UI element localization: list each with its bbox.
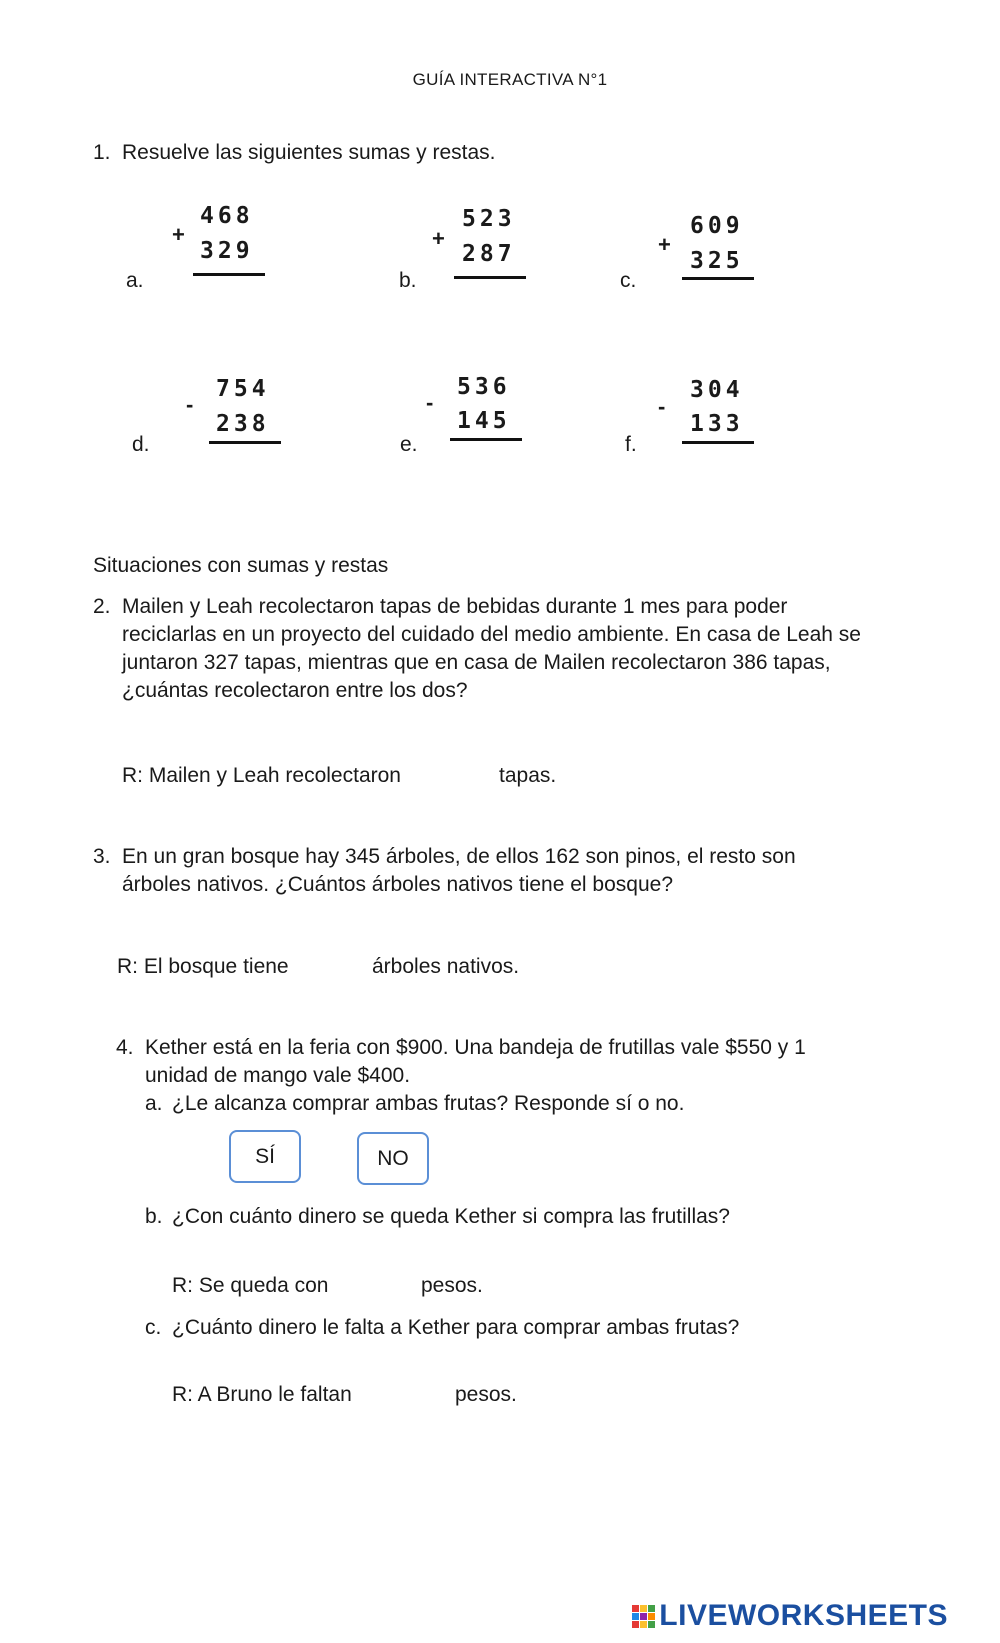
section-heading: Situaciones con sumas y restas [93, 554, 389, 577]
q2-line-3: juntaron 327 tapas, mientras que en casa de Mailen recolectaron 386 tapas, [122, 651, 831, 674]
problem-f-label: f. [625, 433, 637, 456]
problem-c-label: c. [620, 269, 637, 292]
q3-answer-field[interactable] [292, 951, 368, 981]
q2-line-4: ¿cuántas recolectaron entre los dos? [122, 679, 468, 702]
problem-e-sign: - [426, 390, 434, 415]
problem-d-line [209, 441, 281, 444]
q4c-answer-field[interactable] [364, 1379, 450, 1409]
liveworksheets-logo-text: LIVEWORKSHEETS [659, 1599, 948, 1632]
q3-answer-prefix: R: El bosque tiene [117, 955, 289, 978]
q3-answer-suffix: árboles nativos. [372, 955, 520, 978]
problem-b-answer-field[interactable] [454, 285, 526, 311]
liveworksheets-logo-icon [632, 1605, 655, 1628]
q4b-answer-prefix: R: Se queda con [172, 1274, 329, 1297]
problem-f-line [682, 441, 754, 444]
problem-c-top: 609 [690, 213, 744, 239]
q4b-answer-field[interactable] [330, 1270, 416, 1300]
problem-d-sign: - [186, 392, 194, 417]
problem-e-bottom: 145 [457, 408, 511, 434]
problem-e-label: e. [400, 433, 418, 456]
worksheet-title: GUÍA INTERACTIVA N°1 [412, 70, 608, 89]
problem-f-answer-field[interactable] [682, 450, 754, 476]
q4a-text: ¿Le alcanza comprar ambas frutas? Responde sí o no. [172, 1092, 685, 1115]
problem-c-answer-field[interactable] [682, 286, 754, 312]
problem-a-sign: + [172, 222, 185, 247]
problem-b-top: 523 [462, 206, 516, 232]
q4-line-2: unidad de mango vale $400. [145, 1064, 411, 1087]
q4c-answer-suffix: pesos. [455, 1383, 517, 1406]
problem-a-top: 468 [200, 203, 254, 229]
problem-f-bottom: 133 [690, 411, 744, 437]
option-no-label: NO [377, 1146, 409, 1170]
problem-a-answer-field[interactable] [193, 282, 265, 308]
problem-a-line [193, 273, 265, 276]
problem-c-line [682, 277, 754, 280]
problem-c-sign: + [658, 232, 671, 257]
q4b-answer-suffix: pesos. [421, 1274, 483, 1297]
q4b-label: b. [145, 1205, 163, 1228]
problem-d-answer-field[interactable] [209, 450, 281, 476]
problem-b-sign: + [432, 226, 445, 251]
problem-e-line [450, 438, 522, 441]
problem-f-sign: - [658, 394, 666, 419]
option-si-label: SÍ [255, 1144, 275, 1168]
q3-number: 3. [93, 845, 111, 868]
q4c-label: c. [145, 1316, 162, 1339]
q2-answer-suffix: tapas. [499, 764, 557, 787]
problem-a-label: a. [126, 269, 144, 292]
q4-number: 4. [116, 1036, 134, 1059]
problem-b-line [454, 276, 526, 279]
q1-text: Resuelve las siguientes sumas y restas. [122, 141, 496, 164]
option-no-button[interactable] [357, 1132, 429, 1185]
problem-f-top: 304 [690, 377, 744, 403]
q2-line-2: reciclarlas en un proyecto del cuidado del medio ambiente. En casa de Leah se [122, 623, 861, 646]
problem-c-bottom: 325 [690, 248, 744, 274]
q4-line-1: Kether está en la feria con $900. Una bandeja de frutillas vale $550 y 1 [145, 1036, 806, 1059]
q4a-label: a. [145, 1092, 163, 1115]
problem-b-bottom: 287 [462, 241, 516, 267]
q3-line-1: En un gran bosque hay 345 árboles, de ellos 162 son pinos, el resto son [122, 845, 796, 868]
q4c-text: ¿Cuánto dinero le falta a Kether para comprar ambas frutas? [172, 1316, 740, 1339]
problem-b-label: b. [399, 269, 417, 292]
problem-d-label: d. [132, 433, 150, 456]
q4c-answer-prefix: R: A Bruno le faltan [172, 1383, 352, 1406]
q2-answer-field[interactable] [414, 760, 494, 790]
problem-a-bottom: 329 [200, 238, 254, 264]
q2-line-1: Mailen y Leah recolectaron tapas de bebidas durante 1 mes para poder [122, 595, 788, 618]
q2-answer-prefix: R: Mailen y Leah recolectaron [122, 764, 401, 787]
problem-d-top: 754 [216, 376, 270, 402]
liveworksheets-logo [632, 1599, 948, 1633]
problem-e-top: 536 [457, 374, 511, 400]
q4b-text: ¿Con cuánto dinero se queda Kether si compra las frutillas? [172, 1205, 730, 1228]
q2-number: 2. [93, 595, 111, 618]
option-si-button[interactable] [229, 1130, 301, 1183]
problem-d-bottom: 238 [216, 411, 270, 437]
problem-e-answer-field[interactable] [450, 447, 522, 473]
q1-number: 1. [93, 141, 111, 164]
q3-line-2: árboles nativos. ¿Cuántos árboles nativos tiene el bosque? [122, 873, 674, 896]
